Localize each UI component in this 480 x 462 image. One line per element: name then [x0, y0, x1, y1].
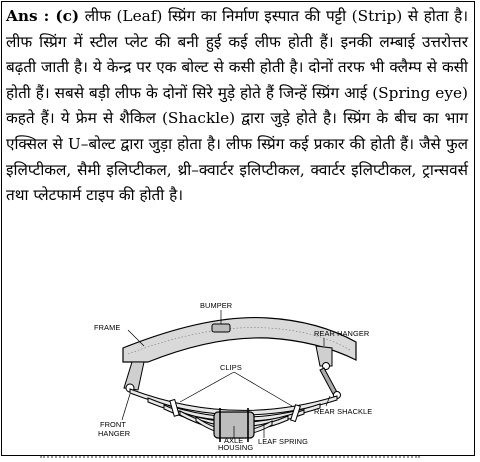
label-rear-hanger: REAR HANGER	[314, 329, 370, 338]
label-front-hanger: FRONT	[100, 420, 126, 429]
leaf-spring-diagram	[88, 296, 418, 450]
label-clips: CLIPS	[220, 363, 242, 372]
bumper	[212, 324, 230, 332]
label-frame: FRAME	[94, 323, 121, 332]
answer-lead: Ans : (c)	[6, 7, 80, 25]
label-axle-housing: AXLE	[224, 436, 244, 445]
label-leaf-spring: LEAF SPRING	[258, 437, 308, 446]
answer-paragraph	[6, 4, 468, 209]
label-front-hanger-2: HANGER	[98, 429, 131, 438]
label-bumper: BUMPER	[200, 301, 233, 310]
answer-text: लीफ (Leaf) स्प्रिंग का निर्माण इस्पात की पट्टी (Strip) से होता है। लीफ स्प्रिंग में स्टील प्लेट की बनी हुई कई लीफ होती हैं। इनकी लम्बाई उत्तरोत्तर बढ़ती जाती है। ये केन्द्र पर एक बोल्ट से कसी होती है। दोनों तरफ भी क्लैम्प से कसी होती हैं। सबसे बड़ी लीफ के दोनों सिरे मुड़े होते हैं जिन्हें स्प्रिंग आई (Spring eye) कहते हैं। ये फ्रेम से शैकिल (Shackle) द्वारा जुड़े होते है। स्प्रिंग के बीच का भाग एक्सिल से U–बोल्ट द्वारा जुड़ा होता है। लीफ स्प्रिंग कई प्रकार की होती हैं। जैसे फुल इलिप्टीकल, सैमी इलिप्टीकल, थ्री–क्वार्टर इलिप्टीकल, क्वार्टर इलिप्टीकल, ट्रान्सवर्स तथा प्लेटफार्म टाइप की होती है।	[6, 7, 468, 205]
label-axle-housing-2: HOUSING	[218, 443, 254, 450]
cut-off-next-line	[40, 456, 420, 462]
label-rear-shackle: REAR SHACKLE	[314, 407, 373, 416]
